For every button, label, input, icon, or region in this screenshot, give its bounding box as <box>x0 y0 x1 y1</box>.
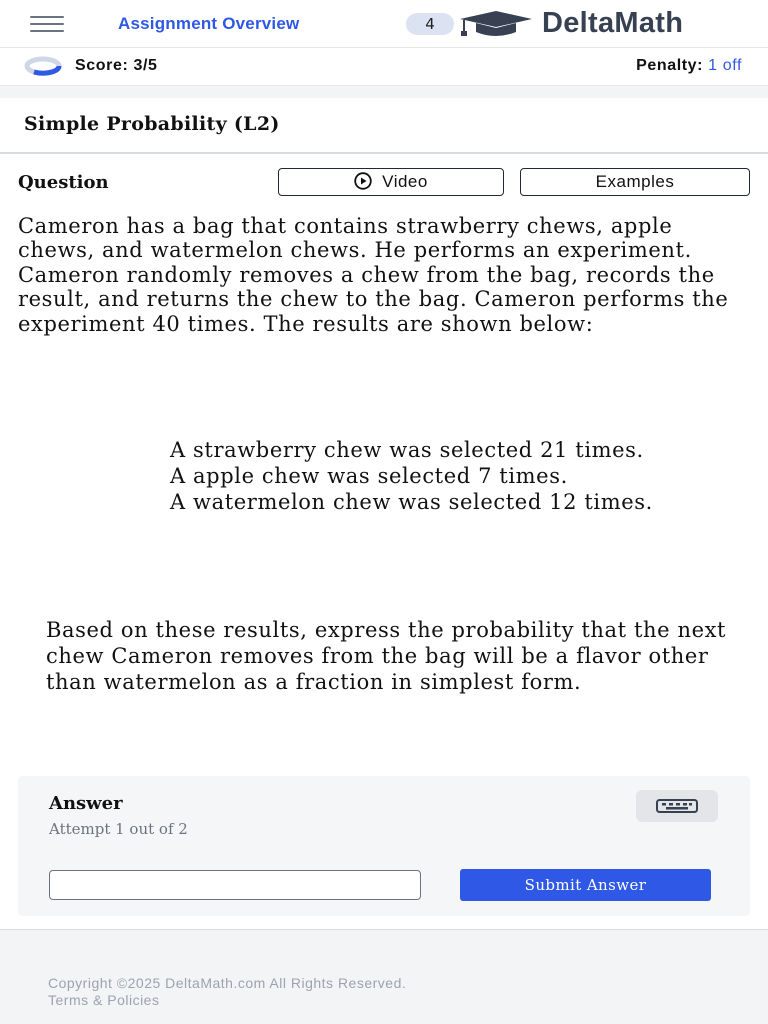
hamburger-menu-icon[interactable] <box>30 16 64 32</box>
score-text: Score: 3/5 <box>75 57 158 74</box>
results-list <box>170 437 690 515</box>
examples-button[interactable]: Examples <box>520 168 750 196</box>
result-item: A watermelon chew was selected 12 times. <box>170 490 653 514</box>
video-button[interactable] <box>278 168 504 196</box>
math-keyboard-button[interactable] <box>636 790 718 822</box>
answer-input[interactable] <box>49 870 421 900</box>
brand-logo-text[interactable]: DeltaMath <box>542 7 684 39</box>
top-bar <box>0 0 768 48</box>
question-card <box>0 152 768 930</box>
result-item: A strawberry chew was selected 21 times. <box>170 438 644 462</box>
problem-title: Simple Probability (L2) <box>24 113 280 135</box>
submit-answer-button[interactable]: Submit Answer <box>460 869 711 901</box>
keyboard-icon <box>656 799 698 813</box>
answer-panel <box>18 776 750 916</box>
play-circle-icon <box>354 172 372 190</box>
question-text: Cameron has a bag that contains strawberry chews, apple chews, and watermelon chews. He performs an experiment. Cameron randomly removes a chew from the bag, records the result, and returns the chew to the bag. Cameron performs the experiment 40 times. The results are shown below: <box>18 214 729 336</box>
score-progress-icon <box>24 56 62 76</box>
assignment-overview-link[interactable]: Assignment Overview <box>118 14 300 33</box>
copyright-text: Copyright ©2025 DeltaMath.com All Rights Reserved. <box>48 975 407 991</box>
footer <box>48 975 406 1009</box>
penalty-indicator <box>636 57 742 75</box>
attempt-counter: Attempt 1 out of 2 <box>49 820 188 838</box>
problem-title-strip <box>0 98 768 152</box>
terms-policies-link[interactable]: Terms & Policies <box>48 992 160 1008</box>
score-bar <box>0 48 768 86</box>
question-prompt: Based on these results, express the probability that the next chew Cameron removes from the bag will be a flavor other than watermelon as a fraction in simplest form. <box>46 618 727 694</box>
video-button-label: Video <box>382 172 428 191</box>
assignment-count-badge: 4 <box>406 13 454 35</box>
question-heading: Question <box>18 172 109 193</box>
result-item: A apple chew was selected 7 times. <box>170 464 568 488</box>
penalty-value-link[interactable]: 1 off <box>708 57 742 74</box>
graduation-cap-icon <box>456 10 536 40</box>
penalty-label: Penalty: <box>636 57 704 74</box>
answer-heading: Answer <box>49 793 123 814</box>
